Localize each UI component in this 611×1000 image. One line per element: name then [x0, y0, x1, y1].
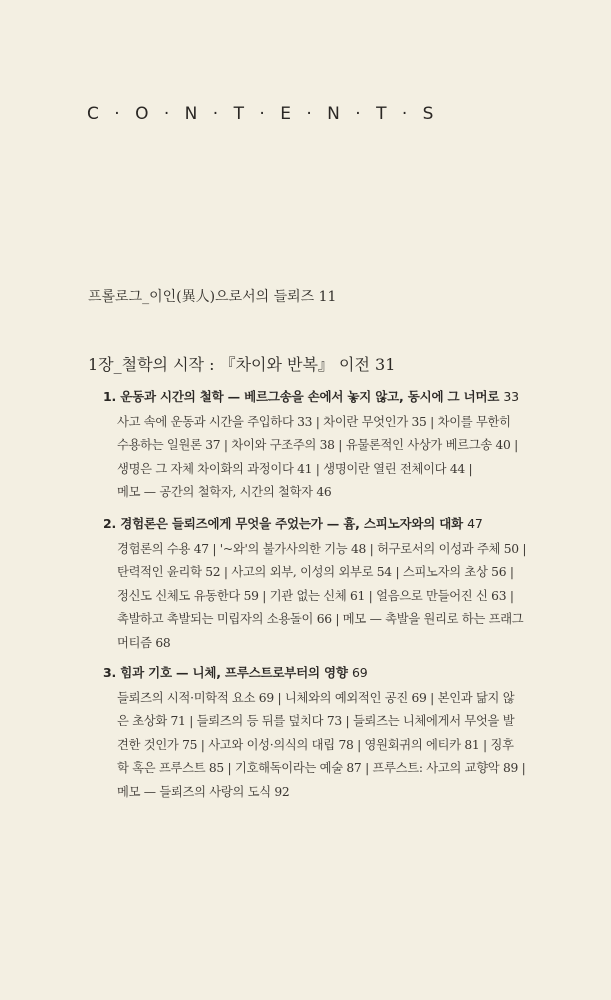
section-1-line: 메모 — 공간의 철학자, 시간의 철학자 46	[117, 485, 332, 500]
section-1-title: 1. 운동과 시간의 철학 — 베르그송을 손에서 놓지 않고, 동시에 그 너머로	[103, 389, 500, 404]
section-1-line: 사고 속에 운동과 시간을 주입하다 33 | 차이란 무엇인가 35 | 차이를 무한히	[117, 415, 511, 429]
section-3	[103, 663, 543, 804]
section-1-line: 생명은 그 자체 차이화의 과정이다 41 | 생명이란 열린 전체이다 44 |	[117, 461, 473, 476]
section-3-line: 학 혹은 프루스트 85 | 기호해독이라는 예술 87 | 프루스트: 사고의 교향악 89 |	[117, 761, 526, 776]
section-2-line: 촉발하고 촉발되는 미립자의 소용돌이 66 | 메모 — 촉발을 원리로 하는 프래그	[117, 612, 524, 627]
section-2-line: 정신도 신체도 유동한다 59 | 기관 없는 신체 61 | 얼음으로 만들어진 신 63 |	[117, 588, 514, 603]
section-1-line: 수용하는 일원론 37 | 차이와 구조주의 38 | 유물론적인 사상가 베르그송 40 |	[117, 438, 519, 453]
section-3-title: 3. 힘과 기호 — 니체, 프루스트로부터의 영향	[103, 665, 348, 680]
section-2-title: 2. 경험론은 들뢰즈에게 무엇을 주었는가 — 흄, 스피노자와의 대화	[103, 516, 463, 531]
section-2-heading	[103, 514, 543, 532]
chapter-1-entry: 1장_철학의 시작 : 『차이와 반복』 이전 31	[88, 355, 396, 374]
section-2	[103, 514, 543, 655]
prologue-entry: 프롤로그_이인(異人)으로서의 들뢰즈 11	[88, 289, 337, 305]
section-3-page: 69	[351, 665, 368, 680]
section-3-line: 은 초상화 71 | 들뢰즈의 등 뒤를 덮치다 73 | 들뢰즈는 니체에게서 무엇을 발	[117, 714, 515, 729]
section-2-line: 머티즘 68	[117, 635, 171, 650]
section-3-line: 메모 — 들뢰즈의 사랑의 도식 92	[117, 784, 290, 799]
section-2-line: 경험론의 수용 47 | '~와'의 불가사의한 기능 48 | 허구로서의 이성과 주체 50 |	[117, 542, 527, 556]
section-1-heading	[103, 387, 543, 405]
section-3-subentries	[103, 687, 545, 804]
section-1	[103, 387, 543, 505]
section-2-line: 탄력적인 윤리학 52 | 사고의 외부, 이성의 외부로 54 | 스피노자의 초상 56 |	[117, 565, 514, 580]
section-3-heading	[103, 663, 543, 681]
section-3-line: 견한 것인가 75 | 사고와 이성·의식의 대립 78 | 영원회귀의 에티카 81 | 징후	[117, 737, 514, 752]
section-2-page: 47	[467, 516, 483, 531]
contents-title: C · O · N · T · E · N · T · S	[87, 104, 439, 124]
section-3-line: 들뢰즈의 시적·미학적 요소 69 | 니체와의 예외적인 공진 69 | 본인과 닮지 않	[117, 691, 515, 705]
section-1-subentries	[103, 411, 545, 505]
section-1-page: 33	[503, 389, 519, 404]
section-2-subentries	[103, 538, 545, 655]
